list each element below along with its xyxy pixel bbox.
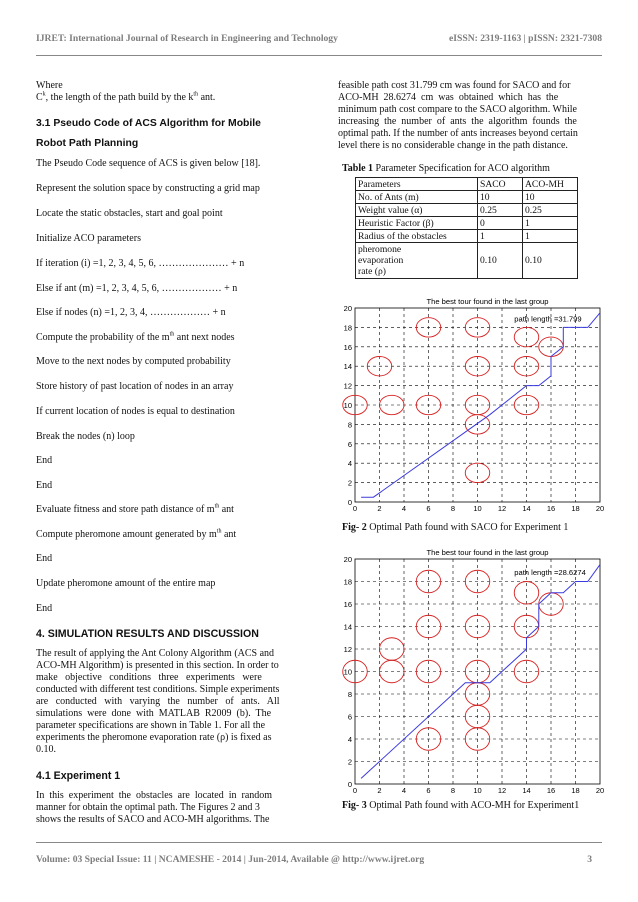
code-line: Evaluate fitness and store path distance of $m^{th}$ ant — [36, 503, 234, 515]
y-tick-label: 14 — [343, 622, 352, 632]
table-cell: Radius of the obstacles — [356, 230, 478, 243]
y-tick-label: 20 — [343, 555, 352, 564]
footer-rule — [36, 842, 602, 843]
x-tick-label: 8 — [450, 504, 456, 513]
x-tick-label: 16 — [546, 786, 556, 795]
path-length-annotation: path length =28.6274 — [514, 567, 586, 577]
table-cell: Heuristic Factor (β) — [356, 217, 478, 230]
y-tick-label: 6 — [347, 712, 352, 722]
x-tick-label: 12 — [497, 504, 507, 513]
x-tick-label: 14 — [522, 786, 531, 795]
left-column — [36, 0, 301, 840]
code-line: Else if nodes (n) =1, 2, 3, 4, ……………… + n — [36, 307, 226, 318]
table-header-cell: Parameters — [356, 178, 478, 191]
ck-definition: $C^k$, the length of the path build by the $k^{th}$ ant. — [36, 91, 216, 103]
section-4-1-line: manner for obtain the optimal path. The Figures 2 and 3 — [36, 802, 260, 813]
x-tick-label: 4 — [401, 786, 407, 795]
code-line: Initialize ACO parameters — [36, 233, 141, 244]
issn-text: eISSN: 2319-1163 | pISSN: 2321-7308 — [449, 33, 602, 44]
y-tick-label: 2 — [347, 478, 352, 488]
code-line: End — [36, 455, 53, 466]
code-line: End — [36, 553, 53, 564]
table-cell: 1 — [523, 230, 578, 243]
x-tick-label: 10 — [473, 786, 482, 795]
x-tick-label: 0 — [352, 504, 358, 513]
code-line: End — [36, 603, 53, 614]
table-cell: 1 — [478, 230, 523, 243]
x-tick-label: 20 — [595, 786, 605, 795]
y-tick-label: 16 — [343, 600, 352, 609]
y-tick-label: 4 — [347, 735, 352, 744]
table-caption: Table 1 Parameter Specification for ACO algorithm — [342, 163, 550, 174]
code-line: Update pheromone amount of the entire map — [36, 578, 216, 589]
parameter-table — [355, 177, 578, 279]
x-tick-label: 10 — [473, 504, 482, 513]
para-line: level there is no considerable change in the path distance. — [338, 140, 568, 151]
y-tick-label: 12 — [343, 381, 352, 391]
code-line: Represent the solution space by constructing a grid map — [36, 183, 260, 194]
x-tick-label: 12 — [497, 786, 507, 795]
code-line: If iteration (i) =1, 2, 3, 4, 5, 6, ………………… + n — [36, 258, 245, 269]
pseudo-intro: The Pseudo Code sequence of ACS is given below [18]. — [36, 158, 261, 169]
plot-title: The best tour found in the last group — [426, 548, 549, 557]
y-tick-label: 8 — [347, 420, 352, 430]
figure-2-plot — [338, 290, 608, 516]
table-row — [356, 217, 578, 230]
section-4-title: 4. SIMULATION RESULTS AND DISCUSSION — [36, 628, 259, 640]
table-cell: 0 — [478, 217, 523, 230]
y-tick-label: 20 — [343, 304, 352, 313]
code-line: Move to the next nodes by computed probability — [36, 356, 231, 367]
section-3-1-title-b: Robot Path Planning — [36, 138, 139, 149]
y-tick-label: 2 — [347, 757, 352, 767]
x-tick-label: 4 — [401, 504, 407, 513]
section-4-line: make objective conditions three experiments were — [36, 672, 262, 683]
x-tick-label: 18 — [571, 504, 580, 513]
plot-title: The best tour found in the last group — [426, 297, 549, 306]
y-tick-label: 18 — [343, 577, 352, 587]
para-line: ACO-MH 28.6274 cm was obtained which has the — [338, 92, 559, 103]
para-line: minimum path cost compare to the SACO algorithm. While — [338, 104, 577, 115]
y-tick-label: 10 — [343, 401, 352, 410]
section-4-line: simulations were done with MATLAB R2009 (b). The — [36, 708, 272, 719]
table-cell: 0.10 — [478, 243, 523, 279]
x-tick-label: 16 — [546, 504, 556, 513]
y-tick-label: 14 — [343, 362, 352, 372]
code-line: Break the nodes (n) loop — [36, 431, 135, 442]
table-cell: 10 — [478, 191, 523, 204]
figure-2-caption: Fig- 2 Optimal Path found with SACO for Experiment 1 — [342, 522, 569, 533]
code-line: Compute pheromone amount generated by $m^{th}$ ant — [36, 528, 237, 540]
table-row — [356, 243, 578, 279]
table-cell: 0.25 — [478, 204, 523, 217]
where-label: Where — [36, 80, 63, 91]
code-line: End — [36, 480, 53, 491]
x-tick-label: 18 — [571, 786, 580, 795]
code-line: If current location of nodes is equal to destination — [36, 406, 235, 417]
code-line: Compute the probability of the $m^{th}$ ant next nodes — [36, 331, 235, 343]
y-tick-label: 8 — [347, 690, 352, 699]
figure-3-plot — [338, 541, 608, 799]
x-tick-label: 14 — [522, 504, 531, 513]
table-cell: No. of Ants (m) — [356, 191, 478, 204]
para-line: increasing the number of ants the algorithm founds the — [338, 116, 577, 127]
code-line: Locate the static obstacles, start and goal point — [36, 208, 223, 219]
y-tick-label: 6 — [347, 439, 352, 449]
section-4-1-title: 4.1 Experiment 1 — [36, 770, 121, 782]
x-tick-label: 0 — [352, 786, 358, 795]
table-row — [356, 191, 578, 204]
section-4-line: 0.10. — [36, 744, 56, 755]
y-tick-label: 0 — [347, 498, 352, 507]
section-4-line: parameter specifications are shown in Table 1. For all the — [36, 720, 266, 731]
y-tick-label: 12 — [343, 645, 352, 654]
table-cell: 0.10 — [523, 243, 578, 279]
x-tick-label: 20 — [595, 504, 605, 513]
x-tick-label: 8 — [450, 786, 456, 795]
x-tick-label: 2 — [377, 504, 382, 513]
x-tick-label: 6 — [426, 504, 431, 513]
page-number: 3 — [587, 854, 592, 865]
y-tick-label: 10 — [343, 667, 352, 677]
y-tick-label: 4 — [347, 459, 352, 469]
figure-3-caption: Fig- 3 Optimal Path found with ACO-MH for Experiment1 — [342, 800, 580, 811]
section-4-line: experiments the pheromone evaporation rate (ρ) is fixed as — [36, 732, 272, 743]
code-line: Else if ant (m) =1, 2, 3, 4, 5, 6, ……………… + n — [36, 283, 238, 294]
table-cell: Weight value (α) — [356, 204, 478, 217]
para-line: optimal path. If the number of ants increases beyond certain — [338, 128, 578, 139]
table-row — [356, 204, 578, 217]
x-tick-label: 2 — [377, 786, 382, 795]
page-footer — [36, 854, 602, 865]
table-row — [356, 230, 578, 243]
path-length-annotation: path length =31.799 — [514, 314, 582, 324]
section-4-line: The result of applying the Ant Colony Algorithm (ACS and — [36, 648, 275, 659]
section-4-1-line: shows the results of SACO and ACO-MH algorithms. The — [36, 814, 270, 825]
table-header-cell: SACO — [478, 178, 523, 191]
section-4-line: conducted with different test conditions. Simple experiments — [36, 684, 280, 695]
table-header-cell: ACO-MH — [523, 178, 578, 191]
code-line: Store history of past location of nodes in an array — [36, 381, 234, 392]
y-tick-label: 16 — [343, 342, 352, 352]
para-line: feasible path cost 31.799 cm was found for SACO and for — [338, 80, 571, 91]
table-header-row — [356, 178, 578, 191]
y-tick-label: 0 — [347, 780, 352, 789]
table-cell: 1 — [523, 217, 578, 230]
table-cell: 0.25 — [523, 204, 578, 217]
section-3-1-title-a: 3.1 Pseudo Code of ACS Algorithm for Mobile — [36, 118, 261, 129]
section-4-line: ACO-MH Algorithm) is presented in this section. In order to — [36, 660, 279, 671]
journal-title: IJRET: International Journal of Research in Engineering and Technology — [36, 33, 338, 44]
footer-text: Volume: 03 Special Issue: 11 | NCAMESHE - 2014 | Jun-2014, Available @ http://www.ijret.org — [36, 854, 425, 865]
table-cell: 10 — [523, 191, 578, 204]
section-4-1-line: In this experiment the obstacles are located in random — [36, 790, 273, 801]
y-tick-label: 18 — [343, 323, 352, 333]
x-tick-label: 6 — [426, 786, 431, 795]
table-cell: pheromone evaporation rate (ρ) — [356, 243, 478, 279]
section-4-line: are conducted with varying the number of ants. All — [36, 696, 280, 707]
